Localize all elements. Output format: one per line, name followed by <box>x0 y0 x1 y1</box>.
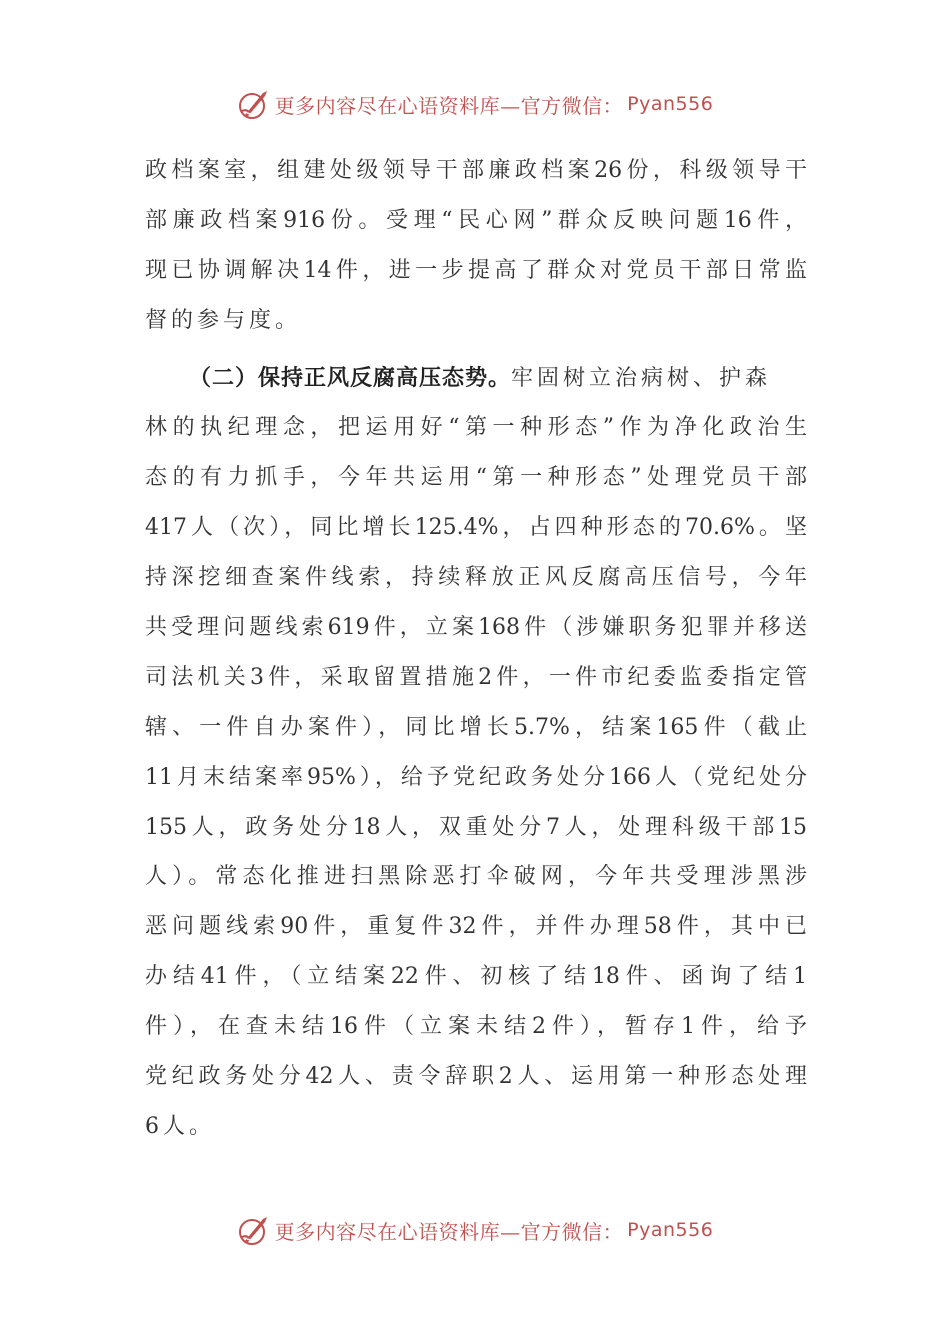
quill-pen-icon <box>237 87 271 121</box>
text-line: 11月末结案率95%），给予党纪政务处分166人（党纪处分 <box>145 764 807 790</box>
paragraph-2 <box>145 354 807 1152</box>
text-line: 现已协调解决14件，进一步提高了群众对党员干部日常监 <box>145 257 807 283</box>
text-line: 持深挖细查案件线索，持续释放正风反腐高压信号，今年 <box>145 565 807 591</box>
text-line: 155人，政务处分18人，双重处分7人，处理科级干部15 <box>145 814 807 840</box>
text-line: 司法机关3件，采取留置措施2件，一件市纪委监委指定管 <box>145 664 807 690</box>
text-line: 党纪政务处分42人、责令辞职2人、运用第一种形态处理 <box>145 1064 807 1090</box>
text-line: 417人（次），同比增长125.4%，占四种形态的70.6%。坚 <box>145 515 807 541</box>
document-body <box>145 146 807 1152</box>
banner-content <box>237 1213 714 1247</box>
text-line: 部廉政档案916份。受理“民心网”群众反映问题16件， <box>145 207 807 233</box>
banner-text: 更多内容尽在心语资料库—官方微信： <box>274 93 624 118</box>
paragraph-1 <box>145 146 807 346</box>
banner-text: 更多内容尽在心语资料库—官方微信： <box>274 1219 624 1244</box>
banner-content <box>237 87 714 121</box>
heading-line-rest: 牢固树立治病树、护森 <box>511 365 772 391</box>
text-line: 辖、一件自办案件），同比增长5.7%，结案165件（截止 <box>145 714 807 740</box>
text-line: 共受理问题线索619件，立案168件（涉嫌职务犯罪并移送 <box>145 615 807 641</box>
footer-banner <box>0 1210 950 1250</box>
text-line: 态的有力抓手，今年共运用“第一种形态”处理党员干部 <box>145 465 807 491</box>
text-line <box>145 354 807 404</box>
section-heading: （二）保持正风反腐高压态势。 <box>189 365 512 391</box>
text-line: 件），在查未结16件（立案未结2件），暂存1件，给予 <box>145 1014 807 1040</box>
text-line: 6人。 <box>145 1113 215 1139</box>
text-line: 人）。常态化推进扫黑除恶打伞破网，今年共受理涉黑涉 <box>145 864 807 890</box>
text-line: 恶问题线索90件，重复件32件，并件办理58件，其中已 <box>145 914 807 940</box>
header-banner <box>0 84 950 124</box>
banner-wechat-id: Pyan556 <box>627 1219 714 1241</box>
text-line: 林的执纪理念，把运用好“第一种形态”作为净化政治生 <box>145 415 807 441</box>
text-line: 督的参与度。 <box>145 307 302 333</box>
quill-pen-icon <box>237 1213 271 1247</box>
text-line: 政档案室，组建处级领导干部廉政档案26份，科级领导干 <box>145 158 807 183</box>
banner-wechat-id: Pyan556 <box>627 93 714 115</box>
text-line: 办结41件，（立结案22件、初核了结18件、函询了结1 <box>145 964 807 990</box>
